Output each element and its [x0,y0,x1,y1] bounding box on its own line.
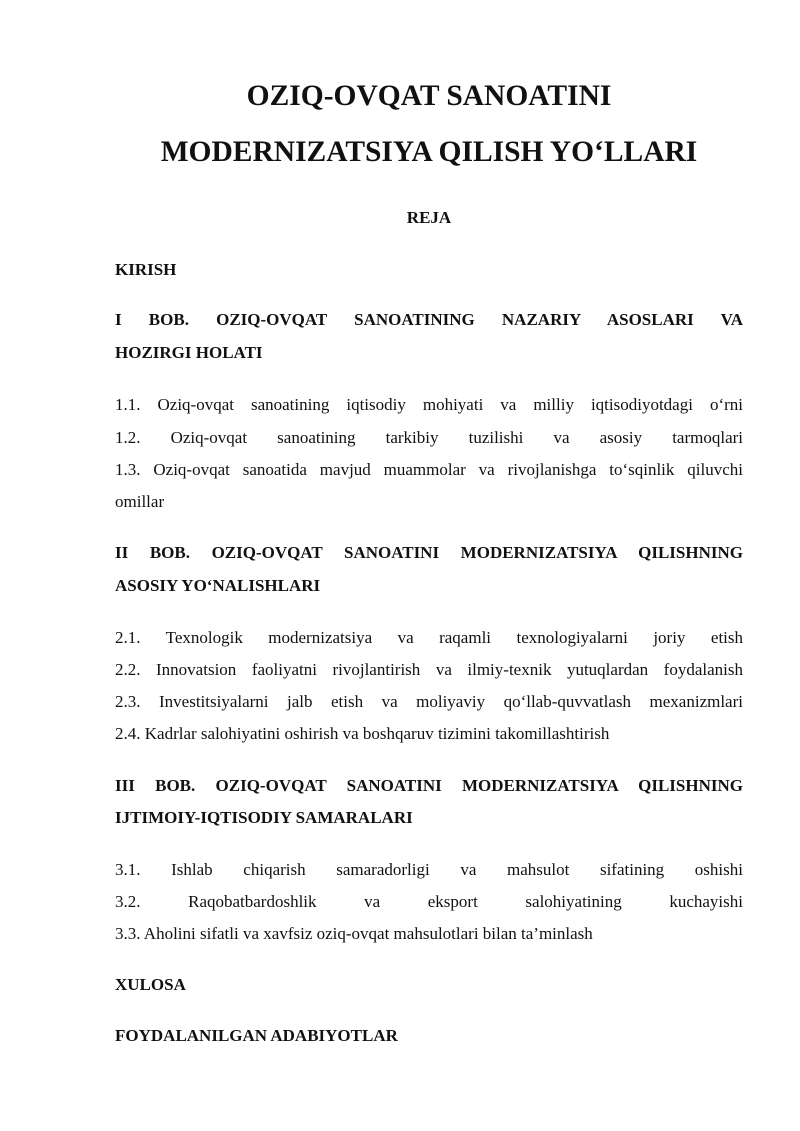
chapter-3-title-line-1: III BOB. OZIQ-OVQAT SANOATINI MODERNIZATSIYA QILISHNING [115,776,743,795]
chapter-2-item-4: 2.4. Kadrlar salohiyatini oshirish va boshqaruv tizimini takomillashtirish [115,724,610,743]
references-heading: FOYDALANILGAN ADABIYOTLAR [115,1026,398,1045]
chapter-2-item-2: 2.2. Innovatsion faoliyatni rivojlantirish va ilmiy-texnik yutuqlardan foydalanish [115,660,743,679]
chapter-2-title-line-1: II BOB. OZIQ-OVQAT SANOATINI MODERNIZATSIYA QILISHNING [115,543,743,562]
chapter-2-item-1: 2.1. Texnologik modernizatsiya va raqamli texnologiyalarni joriy etish [115,628,743,647]
intro-heading: KIRISH [115,260,177,279]
chapter-1-item-3-line-2: omillar [115,492,165,511]
conclusion-heading: XULOSA [115,975,186,994]
document-title-line-2: MODERNIZATSIYA QILISH YO‘LLARI [160,136,698,168]
chapter-1-title-line-1: I BOB. OZIQ-OVQAT SANOATINING NAZARIY ASOSLARI VA [115,310,743,329]
chapter-1-item-3-line-1: 1.3. Oziq-ovqat sanoatida mavjud muammolar va rivojlanishga to‘sqinlik qiluvchi [115,460,743,479]
chapter-1-item-1: 1.1. Oziq-ovqat sanoatining iqtisodiy mohiyati va milliy iqtisodiyotdagi o‘rni [115,395,743,414]
document-title-line-1: OZIQ-OVQAT SANOATINI [246,80,612,112]
chapter-1-title-line-2: HOZIRGI HOLATI [115,343,263,362]
chapter-3-item-2: 3.2. Raqobatbardoshlik va eksport salohiyatining kuchayishi [115,892,743,911]
chapter-1-item-2: 1.2. Oziq-ovqat sanoatining tarkibiy tuzilishi va asosiy tarmoqlari [115,428,743,447]
chapter-2-item-3: 2.3. Investitsiyalarni jalb etish va moliyaviy qo‘llab-quvvatlash mexanizmlari [115,692,743,711]
chapter-3-item-3: 3.3. Aholini sifatli va xavfsiz oziq-ovqat mahsulotlari bilan ta’minlash [115,924,593,943]
chapter-3-title-line-2: IJTIMOIY-IQTISODIY SAMARALARI [115,808,413,827]
chapter-2-title-line-2: ASOSIY YO‘NALISHLARI [115,576,321,595]
chapter-3-item-1: 3.1. Ishlab chiqarish samaradorligi va mahsulot sifatining oshishi [115,860,743,879]
plan-heading: REJA [406,208,452,227]
